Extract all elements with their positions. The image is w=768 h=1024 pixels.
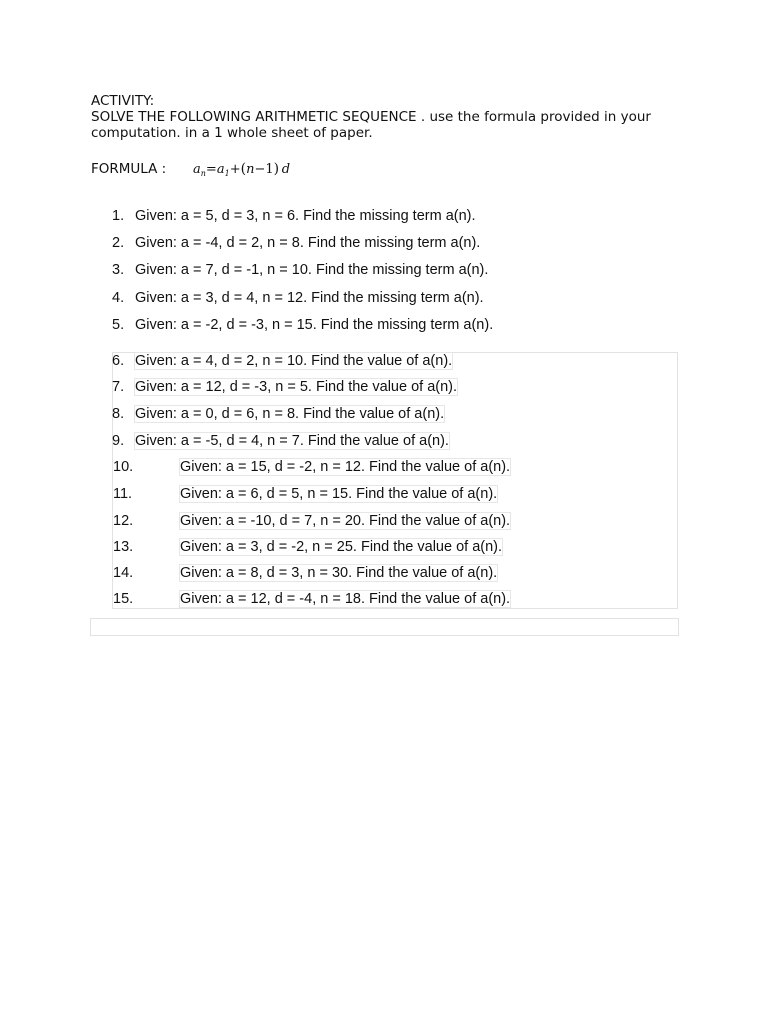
item-number: 7. [112,379,125,395]
item-number: 3. [112,262,125,278]
item-number: 4. [112,290,125,306]
item-text: Given: a = -10, d = 7, n = 20. Find the value of a(n). [180,513,511,529]
instructions-line-2: computation. in a 1 whole sheet of paper. [91,125,373,141]
item-text: Given: a = -4, d = 2, n = 8. Find the missing term a(n). [135,235,481,251]
list-item [112,289,484,307]
formula-n: n [246,162,255,177]
item-number: 11. [113,486,133,502]
item-text: Given: a = 0, d = 6, n = 8. Find the value of a(n). [135,406,445,422]
item-number: 5. [112,317,125,333]
formula-close-paren: ) [273,161,280,177]
item-text: Given: a = 3, d = 4, n = 12. Find the missing term a(n). [135,290,484,306]
formula-d: d [281,162,291,177]
item-text: Given: a = 7, d = -1, n = 10. Find the missing term a(n). [135,262,489,278]
item-number: 8. [112,406,125,422]
list-item [112,432,449,450]
item-number: 15. [113,591,134,607]
item-text: Given: a = -5, d = 4, n = 7. Find the value of a(n). [135,433,449,449]
formula-equation [193,160,290,183]
formula-open-paren: ( [240,161,247,177]
formula-plus: + [229,162,241,177]
item-number: 6. [112,353,125,369]
formula-n-subscript: n [200,169,206,178]
formula-a1: a [216,162,225,177]
item-number: 9. [112,433,125,449]
item-number: 14. [113,565,134,581]
item-number: 1. [112,208,125,224]
item-text: Given: a = 15, d = -2, n = 12. Find the value of a(n). [180,459,511,475]
list-item [113,590,510,608]
item-text: Given: a = 12, d = -4, n = 18. Find the value of a(n). [180,591,511,607]
item-text: Given: a = 4, d = 2, n = 10. Find the value of a(n). [135,353,453,369]
formula-equals: = [205,162,217,177]
item-number: 12. [113,513,134,529]
activity-heading: ACTIVITY: [91,93,155,109]
item-number: 10. [113,459,134,475]
list-item [113,564,497,582]
formula-one: 1 [265,162,274,177]
list-item [113,538,502,556]
list-item [112,316,493,334]
item-text: Given: a = 8, d = 3, n = 30. Find the value of a(n). [180,565,498,581]
list-item [113,512,510,530]
item-text: Given: a = 6, d = 5, n = 15. Find the value of a(n). [180,486,498,502]
item-number: 13. [113,539,134,555]
list-item [112,378,457,396]
item-text: Given: a = 3, d = -2, n = 25. Find the value of a(n). [180,539,503,555]
list-item [112,261,488,279]
formula-minus: − [254,162,266,177]
instructions-line-1: SOLVE THE FOLLOWING ARITHMETIC SEQUENCE . use the formula provided in your [91,109,651,125]
formula-a: a [193,162,201,177]
list-item [113,458,510,476]
list-item [113,485,497,503]
list-item [112,207,476,225]
item-text: Given: a = 5, d = 3, n = 6. Find the missing term a(n). [135,208,476,224]
list-item [112,405,444,423]
item-text: Given: a = -2, d = -3, n = 15. Find the missing term a(n). [135,317,494,333]
item-text: Given: a = 12, d = -3, n = 5. Find the value of a(n). [135,379,458,395]
formula-one-subscript: 1 [224,169,230,178]
item-number: 2. [112,235,125,251]
list-item [112,352,452,370]
empty-frame [90,618,679,636]
formula-label: FORMULA : [91,161,167,177]
list-item [112,234,480,252]
